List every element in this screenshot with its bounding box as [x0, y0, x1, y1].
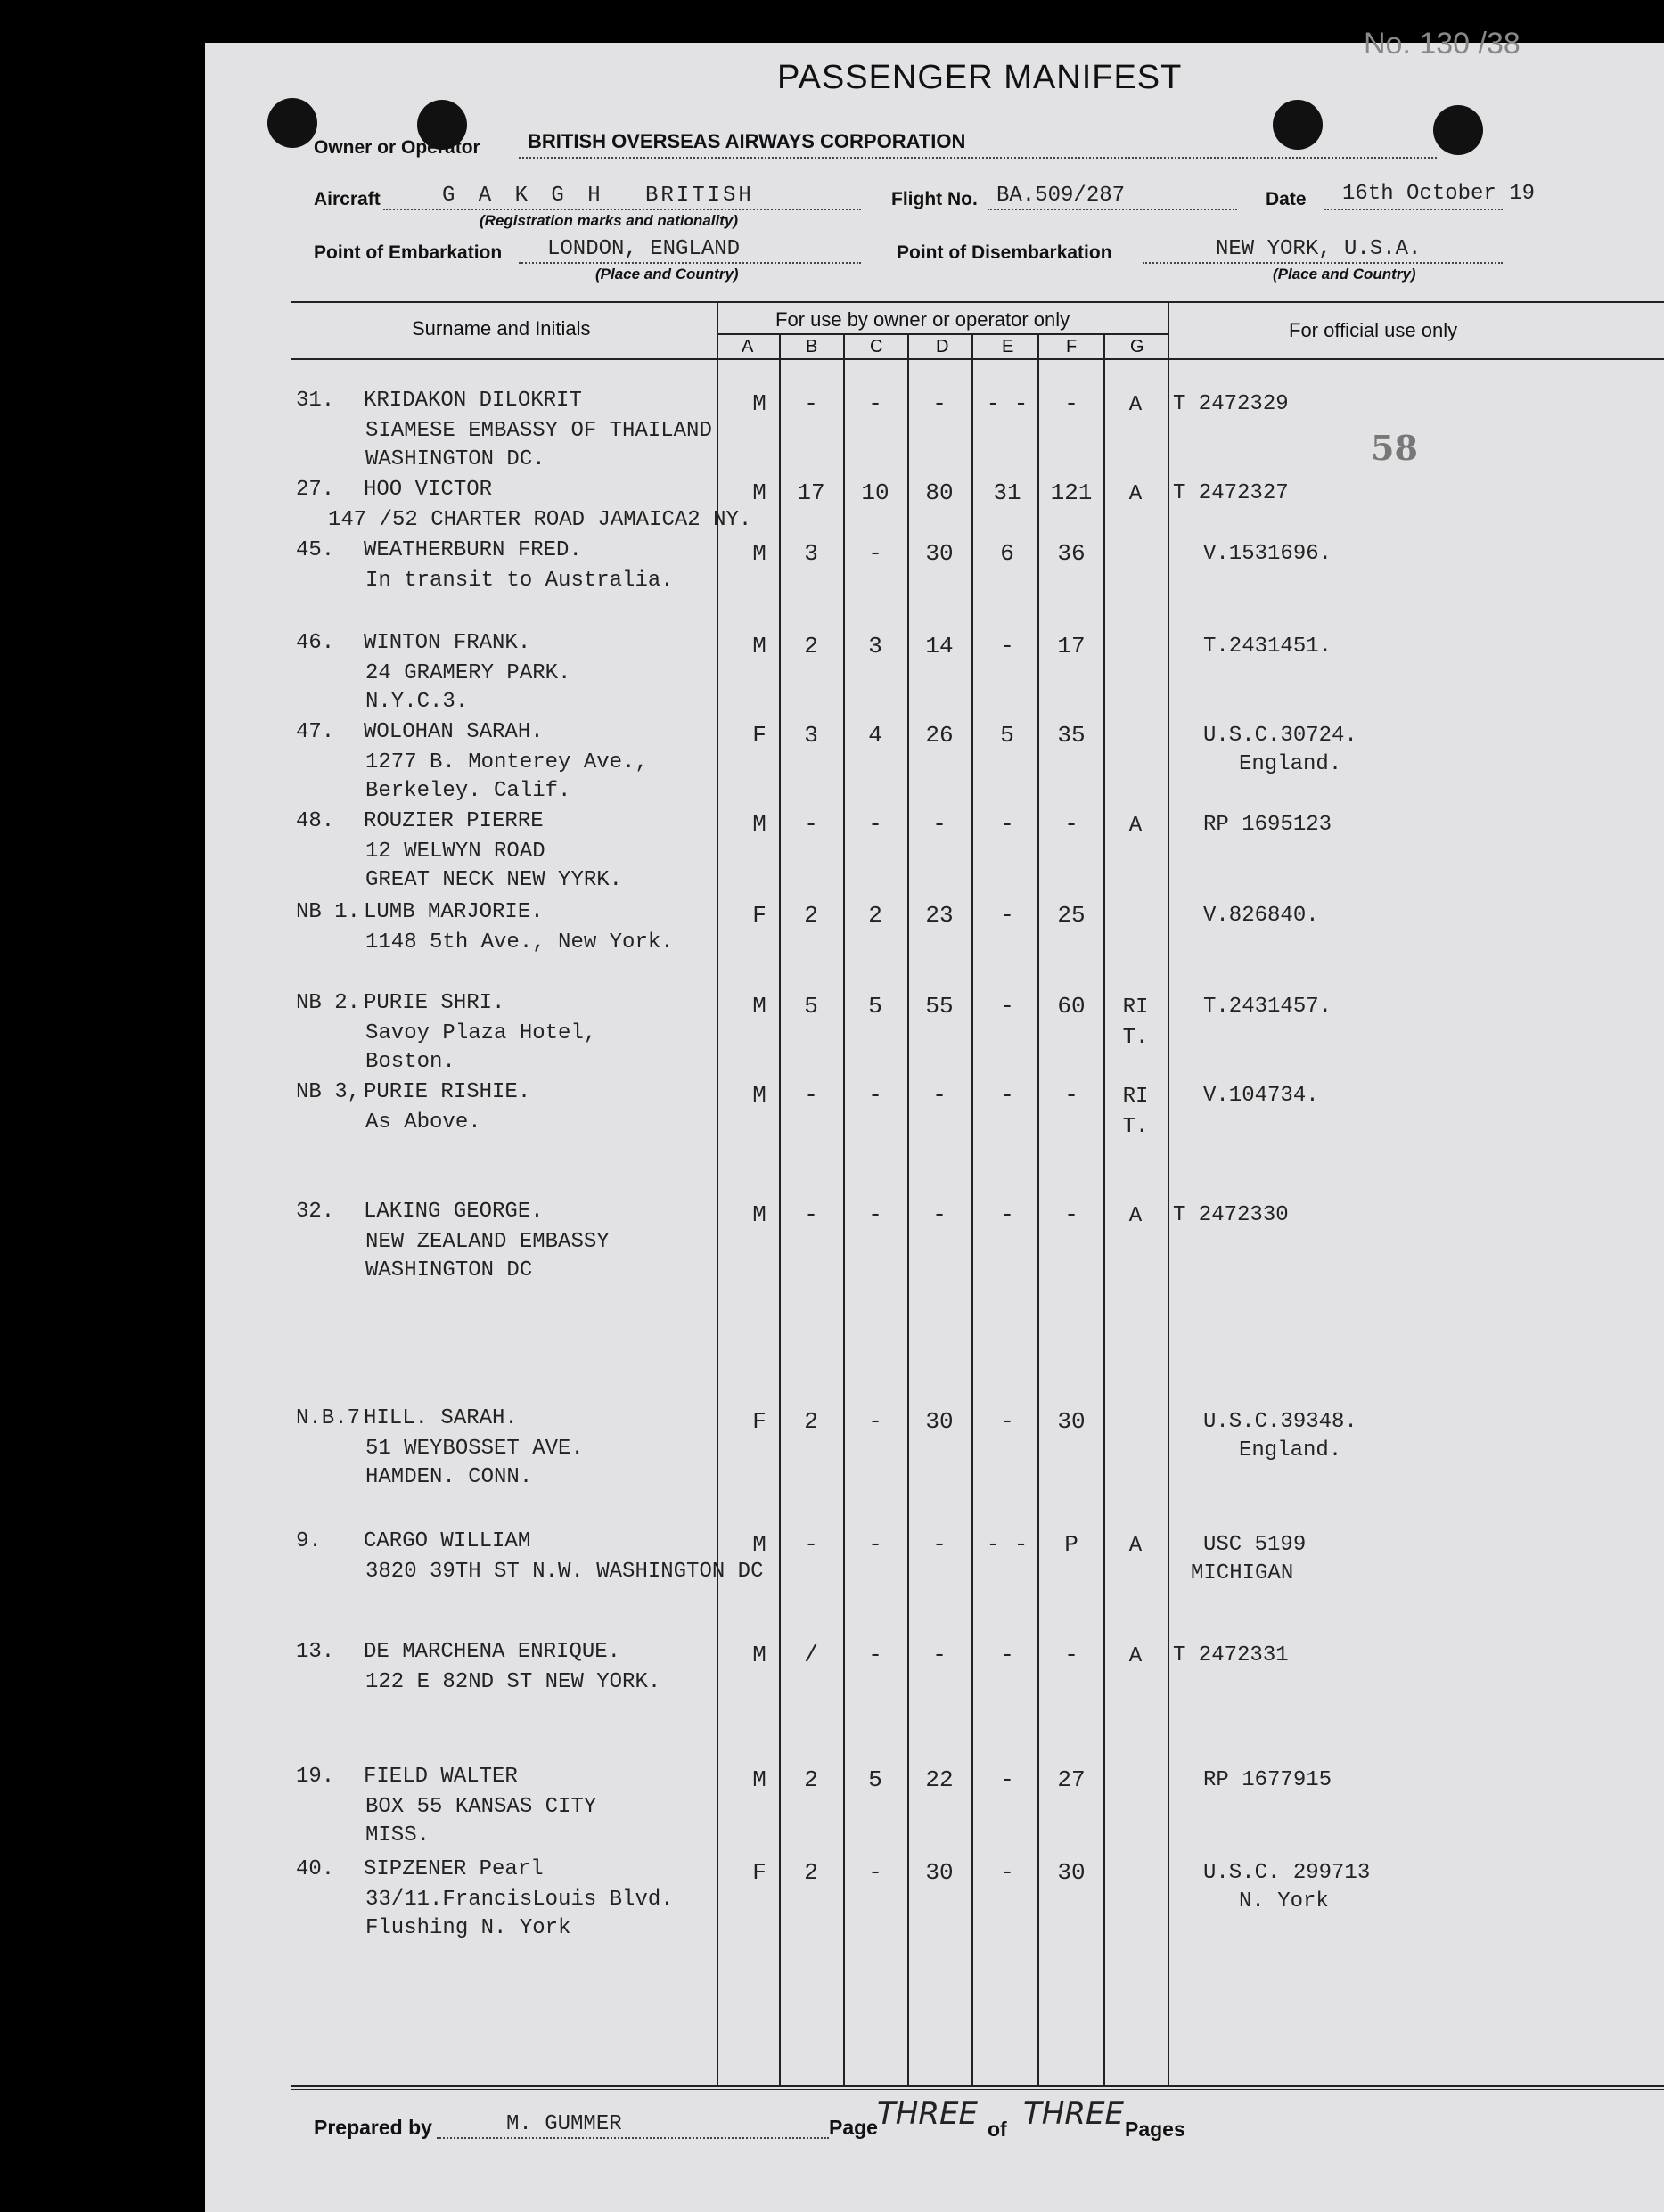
date-value: 16th October 19 [1342, 182, 1536, 206]
cell-a: M [752, 479, 766, 506]
embarkation-value: LONDON, ENGLAND [547, 237, 741, 261]
cell-f: 27 [1057, 1766, 1086, 1793]
cell-d: 30 [925, 1408, 954, 1435]
passenger-name: HILL. SARAH. [364, 1406, 518, 1430]
official-entry: V.826840. [1203, 904, 1319, 928]
aircraft-note: (Registration marks and nationality) [480, 212, 738, 229]
col-rule-d [971, 333, 973, 2085]
passenger-address-line-1: Savoy Plaza Hotel, [365, 1021, 597, 1045]
cell-g: RI T. [1122, 995, 1149, 1050]
cell-b: 3 [804, 722, 818, 749]
cell-c: - [868, 1531, 882, 1558]
cell-g: A [1128, 393, 1143, 417]
official-entry: V.1531696. [1203, 542, 1332, 566]
cell-c: - [868, 1408, 882, 1435]
row-number: NB 3, [296, 1080, 361, 1104]
cell-b: - [804, 1531, 818, 1558]
cell-a: M [752, 633, 766, 660]
cell-e: - [1000, 1201, 1014, 1228]
cell-b: 2 [804, 633, 818, 660]
cell-c: - [868, 1642, 882, 1668]
header-bottom-rule [291, 358, 1664, 360]
cell-f: 25 [1057, 902, 1086, 929]
cell-b: - [804, 1201, 818, 1228]
punch-hole-left-1 [267, 98, 317, 148]
cell-b: 17 [797, 479, 825, 506]
col-rule-c [907, 333, 909, 2085]
cell-e: - [1000, 1408, 1014, 1435]
cell-f: 121 [1050, 479, 1093, 506]
passenger-address-line-1: 33/11.FrancisLouis Blvd. [365, 1888, 674, 1912]
passenger-name: HOO VICTOR [364, 478, 493, 502]
cell-a: M [752, 1642, 766, 1668]
official-entry-2: MICHIGAN [1191, 1561, 1294, 1585]
cell-d: - [932, 1201, 947, 1228]
cell-f: 60 [1057, 993, 1086, 1020]
cell-f: 36 [1057, 540, 1086, 567]
passenger-address-line-2: GREAT NECK NEW YYRK. [365, 868, 623, 892]
row-number: 27. [296, 478, 335, 502]
cell-c: 3 [868, 633, 882, 660]
aircraft-nationality: BRITISH [645, 184, 754, 208]
cell-f: - [1064, 1642, 1078, 1668]
passenger-name: SIPZENER Pearl [364, 1857, 544, 1881]
flight-underline [988, 209, 1237, 210]
passenger-name: LAKING GEORGE. [364, 1200, 544, 1224]
cell-d: - [932, 1082, 947, 1109]
subcol-e: E [1002, 337, 1014, 356]
aircraft-underline [383, 209, 861, 210]
row-number: NB 2. [296, 991, 361, 1015]
aircraft-label: Aircraft [314, 189, 381, 209]
cell-d: - [932, 811, 947, 838]
passenger-name: WOLOHAN SARAH. [364, 720, 544, 744]
punch-hole-right-1 [1273, 100, 1323, 150]
official-entry: U.S.C.39348. [1203, 1410, 1357, 1434]
page-stamp-58: 58 [1371, 428, 1418, 468]
cell-d: 23 [925, 902, 954, 929]
passenger-name: PURIE RISHIE. [364, 1080, 531, 1104]
passenger-address-line-2: WASHINGTON DC [365, 1258, 533, 1282]
flight-label: Flight No. [891, 189, 978, 209]
flight-value: BA.509/287 [996, 184, 1126, 208]
cell-a: M [752, 1531, 766, 1558]
cell-e: 31 [993, 479, 1021, 506]
cell-d: 80 [925, 479, 954, 506]
cell-a: M [752, 390, 766, 417]
official-entry-2: England. [1239, 752, 1342, 776]
cell-f: 30 [1057, 1859, 1086, 1886]
col-rule-f [1103, 333, 1105, 2085]
official-entry: T.2431457. [1203, 995, 1332, 1019]
passenger-address-line-2: Flushing N. York [365, 1916, 571, 1940]
cell-b: - [804, 1082, 818, 1109]
cell-f: - [1064, 1201, 1078, 1228]
row-number: 48. [296, 809, 335, 833]
cell-f: - [1064, 811, 1078, 838]
official-entry: T 2472327 [1173, 481, 1289, 505]
passenger-name: DE MARCHENA ENRIQUE. [364, 1640, 621, 1664]
passenger-address-line-1: SIAMESE EMBASSY OF THAILAND [365, 419, 712, 443]
table-top-rule [291, 301, 1664, 303]
row-number: N.B.7. [296, 1406, 373, 1430]
pages-label: Pages [1125, 2118, 1185, 2141]
passenger-address-line-2: N.Y.C.3. [365, 690, 469, 714]
subcol-g: G [1130, 337, 1144, 356]
row-number: NB 1. [296, 900, 361, 924]
cell-c: 10 [861, 479, 889, 506]
passenger-name: LUMB MARJORIE. [364, 900, 544, 924]
owner-label: Owner or Operator [314, 137, 480, 158]
disembarkation-label: Point of Disembarkation [897, 242, 1112, 263]
passenger-address-line-1: In transit to Australia. [365, 569, 674, 593]
cell-e: - [1000, 633, 1014, 660]
cell-c: 5 [868, 993, 882, 1020]
cell-b: 2 [804, 902, 818, 929]
passenger-address-line-1: 3820 39TH ST N.W. WASHINGTON DC [365, 1560, 764, 1584]
cell-a: M [752, 811, 766, 838]
passenger-address-line-2: Berkeley. Calif. [365, 779, 571, 803]
cell-c: 2 [868, 902, 882, 929]
cell-f: 17 [1057, 633, 1086, 660]
cell-c: - [868, 1082, 882, 1109]
passenger-address-line-1: 1148 5th Ave., New York. [365, 930, 674, 954]
cell-a: F [752, 1859, 766, 1886]
cell-d: 26 [925, 722, 954, 749]
cell-b: - [804, 811, 818, 838]
cell-e: - [1000, 1766, 1014, 1793]
row-number: 13. [296, 1640, 335, 1664]
subcol-c: C [870, 337, 883, 356]
embarkation-note: (Place and Country) [595, 266, 739, 283]
subcol-f: F [1066, 337, 1078, 356]
official-entry: U.S.C. 299713 [1203, 1861, 1371, 1885]
cell-b: - [804, 390, 818, 417]
official-entry: RP 1677915 [1203, 1768, 1332, 1792]
official-entry-2: N. York [1239, 1889, 1329, 1913]
row-number: 19. [296, 1765, 335, 1789]
cell-e: - [1000, 993, 1014, 1020]
official-entry: T 2472329 [1173, 392, 1289, 416]
row-number: 46. [296, 631, 335, 655]
passenger-address-line-2: Boston. [365, 1050, 455, 1074]
cell-e: - - [986, 390, 1029, 417]
cell-e: - [1000, 811, 1014, 838]
subcol-d: D [936, 337, 949, 356]
document-number: No. 130 /38 [1364, 27, 1521, 61]
passenger-name: PURIE SHRI. [364, 991, 505, 1015]
page-value: THREE [877, 2096, 978, 2132]
prepared-label: Prepared by [314, 2116, 432, 2139]
date-label: Date [1266, 189, 1307, 209]
cell-g: A [1128, 1204, 1143, 1228]
official-entry: RP 1695123 [1203, 813, 1332, 837]
cell-g: A [1128, 1644, 1143, 1668]
cell-f: 30 [1057, 1408, 1086, 1435]
cell-b: 5 [804, 993, 818, 1020]
disembarkation-underline [1143, 262, 1503, 264]
cell-c: - [868, 1201, 882, 1228]
cell-e: 5 [1000, 722, 1014, 749]
passenger-address-line-1: As Above. [365, 1110, 481, 1135]
passenger-address-line-1: 147 /52 CHARTER ROAD JAMAICA2 NY. [328, 508, 752, 532]
passenger-address-line-1: 51 WEYBOSSET AVE. [365, 1437, 584, 1461]
cell-c: 4 [868, 722, 882, 749]
cell-a: M [752, 993, 766, 1020]
passenger-address-line-1: NEW ZEALAND EMBASSY [365, 1230, 610, 1254]
passenger-address-line-1: 1277 B. Monterey Ave., [365, 750, 648, 774]
table-bottom-rule [291, 2085, 1664, 2087]
cell-d: 14 [925, 633, 954, 660]
passenger-address-line-2: MISS. [365, 1823, 430, 1847]
cell-b: 2 [804, 1766, 818, 1793]
cell-e: - [1000, 902, 1014, 929]
cell-g: RI T. [1122, 1085, 1149, 1139]
of-label: of [988, 2118, 1007, 2141]
cell-g: A [1128, 1534, 1143, 1558]
passenger-address-line-1: 122 E 82ND ST NEW YORK. [365, 1670, 661, 1694]
row-number: 31. [296, 389, 335, 413]
cell-b: 3 [804, 540, 818, 567]
official-entry: USC 5199 [1203, 1533, 1307, 1557]
row-number: 9. [296, 1529, 322, 1553]
cell-c: - [868, 811, 882, 838]
cell-c: - [868, 540, 882, 567]
aircraft-registration: G A K G H [442, 184, 606, 208]
row-number: 32. [296, 1200, 335, 1224]
cell-c: 5 [868, 1766, 882, 1793]
col-rule-surname [717, 301, 718, 2085]
cell-a: F [752, 722, 766, 749]
disembarkation-note: (Place and Country) [1273, 266, 1416, 283]
prepared-underline [437, 2137, 829, 2139]
cell-a: F [752, 902, 766, 929]
date-underline [1324, 209, 1503, 210]
page-label: Page [829, 2116, 878, 2139]
cell-d: - [932, 1642, 947, 1668]
cell-f: P [1064, 1531, 1078, 1558]
cell-d: 22 [925, 1766, 954, 1793]
punch-hole-right-2 [1433, 105, 1483, 155]
cell-b: 2 [804, 1859, 818, 1886]
official-entry: T.2431451. [1203, 635, 1332, 659]
cell-g: A [1128, 814, 1143, 838]
prepared-value: M. GUMMER [506, 2112, 622, 2136]
cell-e: - [1000, 1642, 1014, 1668]
cell-a: M [752, 1201, 766, 1228]
row-number: 40. [296, 1857, 335, 1881]
cell-f: - [1064, 390, 1078, 417]
official-entry-2: England. [1239, 1438, 1342, 1462]
col-rule-e [1037, 333, 1039, 2085]
col-header-surname: Surname and Initials [412, 317, 591, 340]
disembarkation-value: NEW YORK, U.S.A. [1216, 237, 1422, 261]
owner-value: BRITISH OVERSEAS AIRWAYS CORPORATION [528, 130, 966, 152]
col-rule-b [843, 333, 845, 2085]
cell-e: - [1000, 1859, 1014, 1886]
cell-d: 30 [925, 540, 954, 567]
cell-d: 55 [925, 993, 954, 1020]
embarkation-label: Point of Embarkation [314, 242, 503, 263]
cell-d: 30 [925, 1859, 954, 1886]
official-entry: T 2472330 [1173, 1203, 1289, 1227]
row-number: 47. [296, 720, 335, 744]
cell-e: 6 [1000, 540, 1014, 567]
passenger-name: CARGO WILLIAM [364, 1529, 531, 1553]
passenger-address-line-1: 12 WELWYN ROAD [365, 840, 545, 864]
passenger-name: WINTON FRANK. [364, 631, 531, 655]
page-title: PASSENGER MANIFEST [777, 59, 1183, 96]
cell-b: / [804, 1642, 818, 1668]
owner-underline [519, 157, 1437, 159]
passenger-name: ROUZIER PIERRE [364, 809, 544, 833]
cell-a: M [752, 540, 766, 567]
subcol-a: A [742, 337, 754, 356]
subcol-b: B [806, 337, 818, 356]
official-entry: U.S.C.30724. [1203, 724, 1357, 748]
passenger-address-line-1: 24 GRAMERY PARK. [365, 661, 571, 685]
cell-f: 35 [1057, 722, 1086, 749]
passenger-name: KRIDAKON DILOKRIT [364, 389, 582, 413]
subheader-rule [717, 333, 1169, 335]
row-number: 45. [296, 538, 335, 562]
official-entry: T 2472331 [1173, 1643, 1289, 1667]
passenger-address-line-2: HAMDEN. CONN. [365, 1465, 533, 1489]
cell-c: - [868, 390, 882, 417]
cell-a: M [752, 1766, 766, 1793]
cell-c: - [868, 1859, 882, 1886]
cell-e: - [1000, 1082, 1014, 1109]
cell-d: - [932, 1531, 947, 1558]
cell-d: - [932, 390, 947, 417]
cell-g: A [1128, 482, 1143, 506]
col-header-official: For official use only [1289, 319, 1458, 341]
cell-b: 2 [804, 1408, 818, 1435]
cell-a: M [752, 1082, 766, 1109]
of-value: THREE [1023, 2096, 1124, 2132]
cell-f: - [1064, 1082, 1078, 1109]
official-entry: V.104734. [1203, 1084, 1319, 1108]
passenger-name: WEATHERBURN FRED. [364, 538, 582, 562]
col-rule-g [1168, 301, 1169, 2085]
footer-rule [291, 2089, 1664, 2090]
embarkation-underline [519, 262, 861, 264]
passenger-name: FIELD WALTER [364, 1765, 518, 1789]
col-header-owner-use: For use by owner or operator only [775, 308, 1070, 331]
passenger-address-line-1: BOX 55 KANSAS CITY [365, 1795, 597, 1819]
passenger-address-line-2: WASHINGTON DC. [365, 447, 545, 471]
cell-a: F [752, 1408, 766, 1435]
cell-e: - - [986, 1531, 1029, 1558]
